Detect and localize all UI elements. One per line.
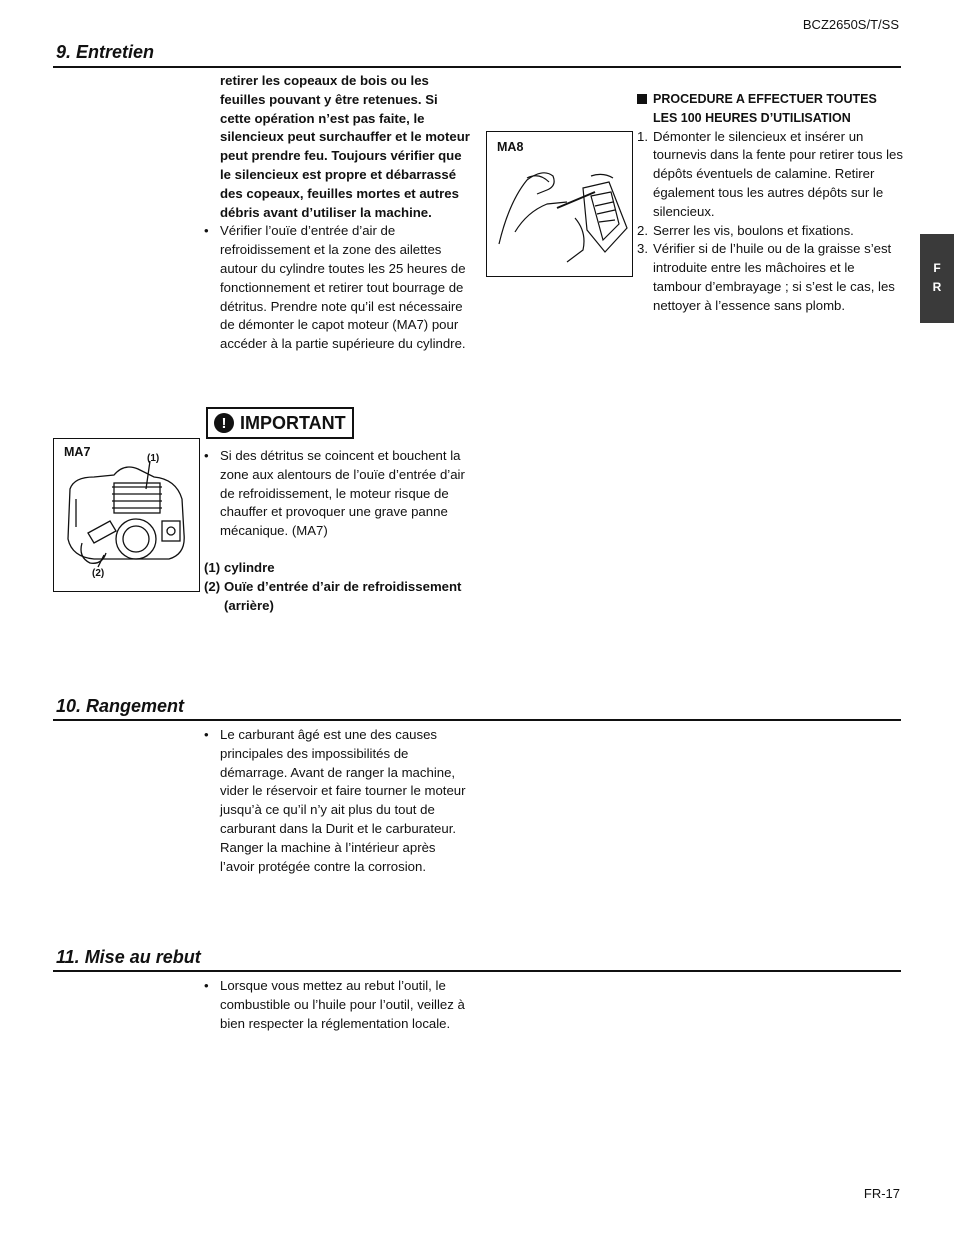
cooling-check-bullet: • Vérifier l’ouïe d’entrée d’air de refroidissement et la zone des ailettes autour du cylindre toutes les 25 heures de fonctionnement et retirer tout bourrage de détritus. Prendre note qu’il est nécessaire de démonter le capot moteur (MA7) pour accéder à la partie supérieure du cylindre. — [204, 222, 470, 354]
rebut-column — [204, 977, 470, 1033]
section-title-rangement: 10. Rangement — [56, 696, 185, 716]
language-tab — [920, 234, 954, 323]
square-bullet-icon — [637, 94, 647, 104]
figure-ma8 — [486, 131, 633, 277]
figure-legend — [204, 559, 470, 615]
important-column — [204, 447, 470, 615]
model-number: BCZ2650S/T/SS — [802, 17, 899, 32]
exclamation-icon: ! — [214, 413, 234, 433]
legend-item-2: (2) Ouïe d’entrée d’air de refroidissement (arrière) — [204, 578, 462, 613]
procedure-step: 2. Serrer les vis, boulons et fixations. — [637, 222, 854, 238]
page-number: FR-17 — [863, 1186, 900, 1201]
important-box — [206, 407, 354, 439]
rangement-column — [204, 726, 470, 876]
muffler-cleaning-illustration — [487, 132, 632, 276]
legend-item-1: (1) cylindre — [204, 559, 275, 575]
section-rule — [53, 970, 901, 972]
disposal-bullet: • Lorsque vous mettez au rebut l’outil, le combustible ou l’huile pour l’outil, veillez à bien respecter la réglementation locale. — [204, 977, 470, 1033]
procedure-step: 1. Démonter le silencieux et insérer un tournevis dans la fente pour retirer tous les dépôts éventuels de calamine. Retirer également tous les autres dépôts sur le silencieux. — [637, 128, 903, 219]
section-title-entretien: 9. Entretien — [56, 42, 155, 62]
important-label: IMPORTANT — [240, 412, 346, 433]
language-tab-letter-2: R — [932, 280, 942, 294]
section-rule — [53, 66, 901, 68]
storage-bullet: • Le carburant âgé est une des causes principales des impossibilités de démarrage. Avant de ranger la machine, vider le réservoir et faire tourner le moteur jusqu’à ce qu’il n’y ait plus du tout de carburant dans la Durit et le carburateur. Ranger la machine à l’intérieur après l’avoir protégée contre la corrosion. — [204, 726, 470, 876]
figure-ma7-callout-2: (2) — [92, 568, 105, 579]
procedure-column — [637, 90, 903, 316]
language-tab-letter-1: F — [933, 261, 941, 275]
procedure-step: 3. Vérifier si de l’huile ou de la graisse s’est introduite entre les mâchoires et le tambour d’embrayage ; si s’est le cas, les nettoyer à l’essence sans plomb. — [637, 241, 895, 313]
entretien-column — [204, 72, 470, 354]
figure-ma7-label: MA7 — [64, 445, 91, 459]
debris-warning-bullet: • Si des détritus se coincent et bouchent la zone aux alentours de l’ouïe d’entrée d’air de refroidissement, le moteur risque de chauffer et provoquer une grave panne mécanique. (MA7) — [204, 447, 470, 541]
procedure-heading: PROCEDURE A EFFECTUER TOUTES LES 100 HEURES D’UTILISATION — [637, 90, 903, 128]
figure-ma8-label: MA8 — [497, 140, 524, 154]
figure-ma7 — [53, 438, 200, 592]
procedure-steps — [637, 128, 903, 316]
figure-ma7-callout-1: (1) — [147, 453, 160, 464]
engine-illustration — [54, 439, 199, 591]
section-title-rebut: 11. Mise au rebut — [56, 947, 201, 967]
section-rule — [53, 719, 901, 721]
muffler-warning-text: retirer les copeaux de bois ou les feuilles pouvant y être retenues. Si cette opération n’est pas faite, le silencieux peut surchauffer et le moteur peut prendre feu. Toujours vérifier que le silencieux est propre et débarrassé des copeaux, feuilles mortes et autres débris avant d’utiliser la machine. — [220, 73, 470, 220]
